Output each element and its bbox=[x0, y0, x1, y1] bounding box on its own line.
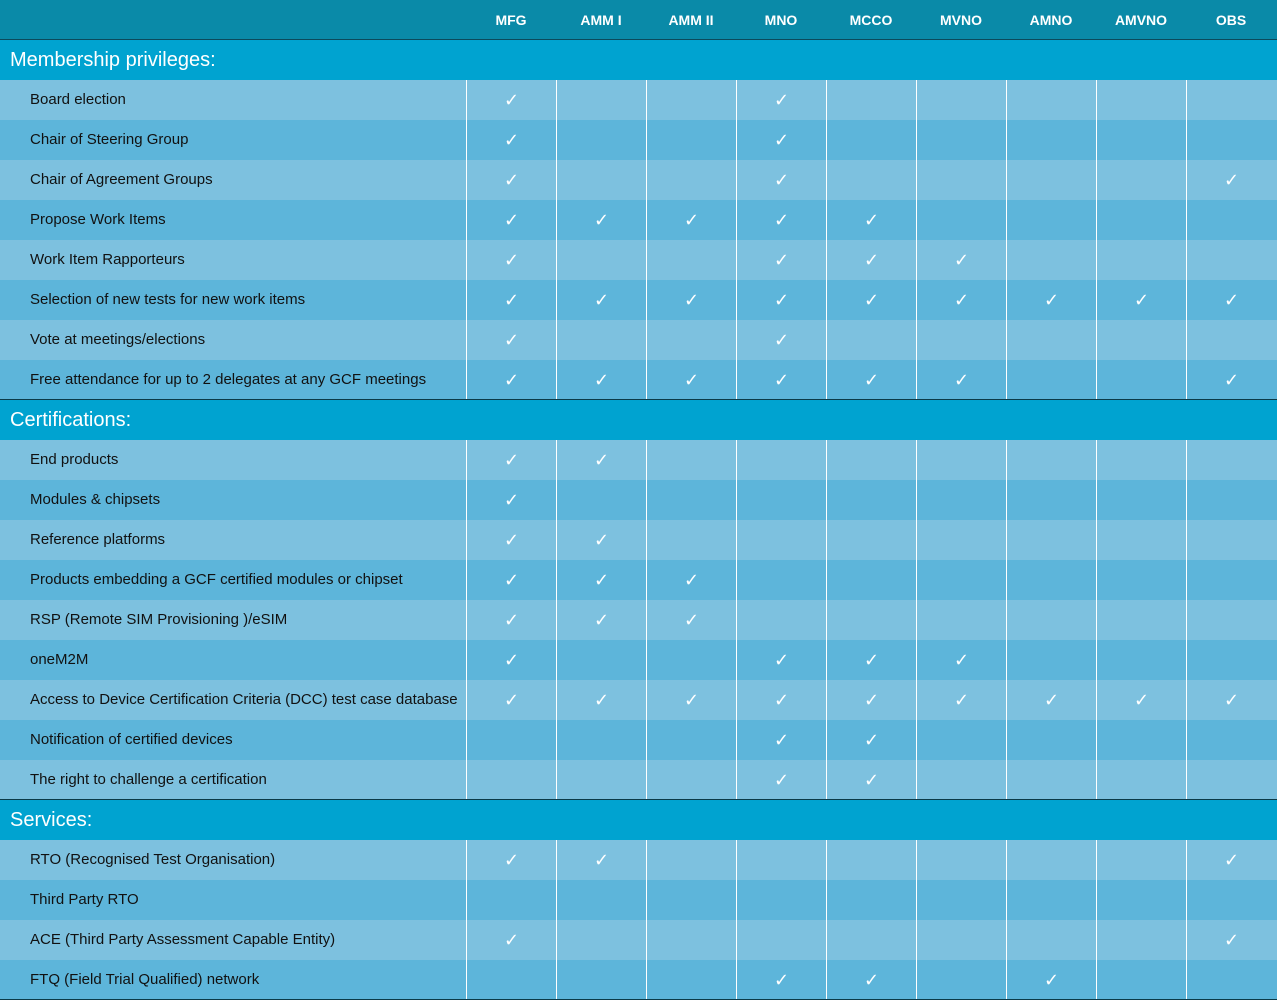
empty-cell bbox=[646, 880, 736, 920]
empty-cell bbox=[556, 240, 646, 280]
empty-cell bbox=[1006, 120, 1096, 160]
empty-cell bbox=[916, 600, 1006, 640]
empty-cell bbox=[1006, 880, 1096, 920]
empty-cell bbox=[826, 560, 916, 600]
check-icon: ✓ bbox=[1186, 680, 1276, 720]
check-icon: ✓ bbox=[466, 160, 556, 200]
empty-cell bbox=[646, 120, 736, 160]
row-label: Products embedding a GCF certified modules or chipset bbox=[30, 571, 403, 588]
check-icon: ✓ bbox=[466, 480, 556, 520]
empty-cell bbox=[826, 840, 916, 880]
empty-cell bbox=[1006, 520, 1096, 560]
row-label: The right to challenge a certification bbox=[30, 771, 267, 788]
section-header bbox=[0, 800, 1277, 840]
table-row bbox=[0, 520, 1277, 560]
check-icon: ✓ bbox=[466, 640, 556, 680]
check-icon: ✓ bbox=[466, 560, 556, 600]
table-row bbox=[0, 360, 1277, 400]
row-label: RSP (Remote SIM Provisioning )/eSIM bbox=[30, 611, 288, 628]
row-label: End products bbox=[30, 451, 119, 468]
check-icon: ✓ bbox=[466, 680, 556, 720]
check-icon: ✓ bbox=[736, 80, 826, 120]
empty-cell bbox=[916, 720, 1006, 760]
empty-cell bbox=[1006, 640, 1096, 680]
section-title: Certifications: bbox=[10, 409, 132, 431]
empty-cell bbox=[646, 80, 736, 120]
check-icon: ✓ bbox=[466, 120, 556, 160]
empty-cell bbox=[736, 600, 826, 640]
check-icon: ✓ bbox=[826, 640, 916, 680]
check-icon: ✓ bbox=[1186, 160, 1276, 200]
check-icon: ✓ bbox=[826, 360, 916, 400]
section-header bbox=[0, 40, 1277, 80]
empty-cell bbox=[1006, 920, 1096, 960]
table-row bbox=[0, 680, 1277, 720]
empty-cell bbox=[556, 880, 646, 920]
check-icon: ✓ bbox=[916, 680, 1006, 720]
empty-cell bbox=[1006, 480, 1096, 520]
row-label: Chair of Agreement Groups bbox=[30, 171, 213, 188]
empty-cell bbox=[466, 960, 556, 1000]
empty-cell bbox=[1186, 200, 1276, 240]
column-header-amvno: AMVNO bbox=[1114, 12, 1168, 28]
empty-cell bbox=[1096, 520, 1186, 560]
empty-cell bbox=[1096, 360, 1186, 400]
column-header-amm-ii: AMM II bbox=[668, 12, 714, 28]
check-icon: ✓ bbox=[466, 840, 556, 880]
empty-cell bbox=[736, 480, 826, 520]
check-icon: ✓ bbox=[736, 200, 826, 240]
empty-cell bbox=[646, 720, 736, 760]
empty-cell bbox=[1096, 840, 1186, 880]
empty-cell bbox=[736, 920, 826, 960]
column-header-mno: MNO bbox=[764, 12, 798, 28]
empty-cell bbox=[1096, 480, 1186, 520]
empty-cell bbox=[1186, 640, 1276, 680]
check-icon: ✓ bbox=[736, 720, 826, 760]
empty-cell bbox=[1006, 760, 1096, 800]
row-label: Vote at meetings/elections bbox=[30, 331, 206, 348]
empty-cell bbox=[646, 760, 736, 800]
column-header-amno: AMNO bbox=[1029, 12, 1073, 28]
empty-cell bbox=[826, 600, 916, 640]
check-icon: ✓ bbox=[736, 960, 826, 1000]
empty-cell bbox=[646, 520, 736, 560]
empty-cell bbox=[1096, 240, 1186, 280]
empty-cell bbox=[1096, 640, 1186, 680]
check-icon: ✓ bbox=[1096, 680, 1186, 720]
empty-cell bbox=[736, 880, 826, 920]
empty-cell bbox=[916, 760, 1006, 800]
empty-cell bbox=[1186, 80, 1276, 120]
empty-cell bbox=[826, 440, 916, 480]
check-icon: ✓ bbox=[736, 320, 826, 360]
check-icon: ✓ bbox=[1006, 280, 1096, 320]
empty-cell bbox=[826, 120, 916, 160]
empty-cell bbox=[1186, 880, 1276, 920]
empty-cell bbox=[1006, 440, 1096, 480]
check-icon: ✓ bbox=[826, 960, 916, 1000]
check-icon: ✓ bbox=[556, 280, 646, 320]
empty-cell bbox=[1006, 160, 1096, 200]
empty-cell bbox=[1006, 600, 1096, 640]
empty-cell bbox=[916, 960, 1006, 1000]
check-icon: ✓ bbox=[736, 760, 826, 800]
empty-cell bbox=[646, 480, 736, 520]
check-icon: ✓ bbox=[646, 560, 736, 600]
check-icon: ✓ bbox=[736, 680, 826, 720]
row-label: Modules & chipsets bbox=[30, 491, 161, 508]
empty-cell bbox=[556, 120, 646, 160]
empty-cell bbox=[1186, 120, 1276, 160]
empty-cell bbox=[1186, 520, 1276, 560]
empty-cell bbox=[1186, 240, 1276, 280]
table-row bbox=[0, 80, 1277, 120]
check-icon: ✓ bbox=[1186, 280, 1276, 320]
check-icon: ✓ bbox=[1096, 280, 1186, 320]
empty-cell bbox=[556, 960, 646, 1000]
empty-cell bbox=[916, 320, 1006, 360]
check-icon: ✓ bbox=[466, 280, 556, 320]
section-header bbox=[0, 400, 1277, 440]
row-label: Third Party RTO bbox=[30, 891, 139, 908]
empty-cell bbox=[916, 440, 1006, 480]
empty-cell bbox=[556, 640, 646, 680]
empty-cell bbox=[916, 200, 1006, 240]
section-title: Services: bbox=[10, 809, 93, 831]
check-icon: ✓ bbox=[1186, 920, 1276, 960]
check-icon: ✓ bbox=[736, 240, 826, 280]
check-icon: ✓ bbox=[736, 120, 826, 160]
column-header-row bbox=[0, 0, 1277, 40]
check-icon: ✓ bbox=[826, 760, 916, 800]
empty-cell bbox=[646, 440, 736, 480]
table-row bbox=[0, 720, 1277, 760]
empty-cell bbox=[826, 160, 916, 200]
empty-cell bbox=[1186, 960, 1276, 1000]
row-label: oneM2M bbox=[30, 651, 89, 668]
empty-cell bbox=[916, 560, 1006, 600]
empty-cell bbox=[1006, 240, 1096, 280]
row-label: Chair of Steering Group bbox=[30, 131, 189, 148]
empty-cell bbox=[1006, 80, 1096, 120]
empty-cell bbox=[916, 880, 1006, 920]
empty-cell bbox=[1186, 720, 1276, 760]
check-icon: ✓ bbox=[826, 720, 916, 760]
check-icon: ✓ bbox=[736, 360, 826, 400]
check-icon: ✓ bbox=[466, 520, 556, 560]
empty-cell bbox=[646, 160, 736, 200]
check-icon: ✓ bbox=[556, 560, 646, 600]
row-label: RTO (Recognised Test Organisation) bbox=[30, 851, 276, 868]
row-label: ACE (Third Party Assessment Capable Entity) bbox=[30, 931, 336, 948]
check-icon: ✓ bbox=[466, 600, 556, 640]
empty-cell bbox=[1096, 320, 1186, 360]
row-label: Notification of certified devices bbox=[30, 731, 233, 748]
empty-cell bbox=[556, 760, 646, 800]
table-row bbox=[0, 560, 1277, 600]
check-icon: ✓ bbox=[466, 920, 556, 960]
table-row bbox=[0, 480, 1277, 520]
empty-cell bbox=[1096, 560, 1186, 600]
column-header-obs: OBS bbox=[1215, 12, 1247, 28]
table-row bbox=[0, 600, 1277, 640]
row-label: Free attendance for up to 2 delegates at any GCF meetings bbox=[30, 371, 427, 388]
empty-cell bbox=[1096, 760, 1186, 800]
check-icon: ✓ bbox=[826, 680, 916, 720]
check-icon: ✓ bbox=[646, 280, 736, 320]
empty-cell bbox=[1186, 440, 1276, 480]
empty-cell bbox=[556, 80, 646, 120]
empty-cell bbox=[1096, 920, 1186, 960]
table-row bbox=[0, 920, 1277, 960]
check-icon: ✓ bbox=[556, 520, 646, 560]
row-label: Selection of new tests for new work items bbox=[30, 291, 306, 308]
check-icon: ✓ bbox=[556, 360, 646, 400]
empty-cell bbox=[646, 960, 736, 1000]
empty-cell bbox=[646, 840, 736, 880]
empty-cell bbox=[1096, 160, 1186, 200]
table-row bbox=[0, 120, 1277, 160]
column-header-amm-i: AMM I bbox=[580, 12, 622, 28]
table-row bbox=[0, 960, 1277, 1000]
column-header-mcco: MCCO bbox=[849, 12, 893, 28]
empty-cell bbox=[646, 240, 736, 280]
check-icon: ✓ bbox=[736, 640, 826, 680]
table-row bbox=[0, 760, 1277, 800]
table-row bbox=[0, 320, 1277, 360]
check-icon: ✓ bbox=[556, 680, 646, 720]
empty-cell bbox=[556, 320, 646, 360]
empty-cell bbox=[556, 160, 646, 200]
table-row bbox=[0, 200, 1277, 240]
check-icon: ✓ bbox=[1006, 680, 1096, 720]
empty-cell bbox=[826, 920, 916, 960]
empty-cell bbox=[1006, 360, 1096, 400]
row-label: Access to Device Certification Criteria (DCC) test case database bbox=[30, 691, 458, 708]
table-row bbox=[0, 280, 1277, 320]
empty-cell bbox=[466, 760, 556, 800]
empty-cell bbox=[646, 640, 736, 680]
empty-cell bbox=[916, 160, 1006, 200]
empty-cell bbox=[736, 520, 826, 560]
check-icon: ✓ bbox=[736, 160, 826, 200]
empty-cell bbox=[736, 840, 826, 880]
check-icon: ✓ bbox=[736, 280, 826, 320]
check-icon: ✓ bbox=[466, 80, 556, 120]
check-icon: ✓ bbox=[916, 640, 1006, 680]
empty-cell bbox=[646, 920, 736, 960]
empty-cell bbox=[826, 520, 916, 560]
empty-cell bbox=[466, 720, 556, 760]
empty-cell bbox=[1096, 880, 1186, 920]
empty-cell bbox=[1186, 320, 1276, 360]
check-icon: ✓ bbox=[1186, 360, 1276, 400]
empty-cell bbox=[556, 720, 646, 760]
row-label: Board election bbox=[30, 91, 126, 108]
empty-cell bbox=[916, 120, 1006, 160]
empty-cell bbox=[916, 840, 1006, 880]
check-icon: ✓ bbox=[646, 200, 736, 240]
check-icon: ✓ bbox=[466, 200, 556, 240]
empty-cell bbox=[826, 80, 916, 120]
empty-cell bbox=[556, 920, 646, 960]
check-icon: ✓ bbox=[646, 600, 736, 640]
empty-cell bbox=[1186, 760, 1276, 800]
empty-cell bbox=[1006, 840, 1096, 880]
empty-cell bbox=[1006, 560, 1096, 600]
empty-cell bbox=[916, 920, 1006, 960]
empty-cell bbox=[1096, 200, 1186, 240]
check-icon: ✓ bbox=[556, 840, 646, 880]
table-row bbox=[0, 640, 1277, 680]
empty-cell bbox=[466, 880, 556, 920]
empty-cell bbox=[1096, 80, 1186, 120]
empty-cell bbox=[1096, 440, 1186, 480]
column-header-mvno: MVNO bbox=[940, 12, 982, 28]
check-icon: ✓ bbox=[916, 360, 1006, 400]
table-row bbox=[0, 880, 1277, 920]
empty-cell bbox=[916, 520, 1006, 560]
row-label: Propose Work Items bbox=[30, 211, 166, 228]
check-icon: ✓ bbox=[1006, 960, 1096, 1000]
row-label: Work Item Rapporteurs bbox=[30, 251, 185, 268]
check-icon: ✓ bbox=[466, 240, 556, 280]
column-header-mfg: MFG bbox=[495, 12, 527, 28]
table-row bbox=[0, 440, 1277, 480]
empty-cell bbox=[826, 320, 916, 360]
check-icon: ✓ bbox=[466, 320, 556, 360]
row-label: Reference platforms bbox=[30, 531, 166, 548]
empty-cell bbox=[1186, 480, 1276, 520]
empty-cell bbox=[916, 480, 1006, 520]
check-icon: ✓ bbox=[556, 200, 646, 240]
empty-cell bbox=[826, 880, 916, 920]
row-label: FTQ (Field Trial Qualified) network bbox=[30, 971, 260, 988]
check-icon: ✓ bbox=[826, 280, 916, 320]
check-icon: ✓ bbox=[1186, 840, 1276, 880]
empty-cell bbox=[1096, 600, 1186, 640]
empty-cell bbox=[916, 80, 1006, 120]
empty-cell bbox=[736, 560, 826, 600]
empty-cell bbox=[1186, 560, 1276, 600]
empty-cell bbox=[1186, 600, 1276, 640]
empty-cell bbox=[1096, 720, 1186, 760]
table-row bbox=[0, 160, 1277, 200]
check-icon: ✓ bbox=[556, 440, 646, 480]
empty-cell bbox=[1006, 320, 1096, 360]
empty-cell bbox=[1096, 960, 1186, 1000]
check-icon: ✓ bbox=[826, 240, 916, 280]
check-icon: ✓ bbox=[466, 360, 556, 400]
empty-cell bbox=[1096, 120, 1186, 160]
check-icon: ✓ bbox=[466, 440, 556, 480]
section-title: Membership privileges: bbox=[10, 49, 216, 71]
check-icon: ✓ bbox=[646, 680, 736, 720]
check-icon: ✓ bbox=[916, 240, 1006, 280]
check-icon: ✓ bbox=[646, 360, 736, 400]
empty-cell bbox=[646, 320, 736, 360]
empty-cell bbox=[736, 440, 826, 480]
table-row bbox=[0, 840, 1277, 880]
empty-cell bbox=[1006, 720, 1096, 760]
empty-cell bbox=[556, 480, 646, 520]
table-row bbox=[0, 240, 1277, 280]
check-icon: ✓ bbox=[826, 200, 916, 240]
empty-cell bbox=[1006, 200, 1096, 240]
empty-cell bbox=[826, 480, 916, 520]
check-icon: ✓ bbox=[916, 280, 1006, 320]
check-icon: ✓ bbox=[556, 600, 646, 640]
